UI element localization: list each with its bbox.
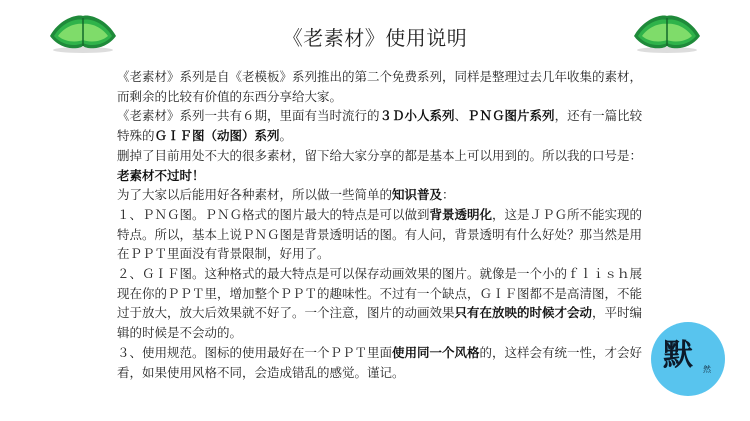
- paragraph-knowledge: [117, 185, 647, 205]
- knowledge-end: ：: [442, 187, 455, 203]
- gif-text: ２、ＧＩＦ图。这种格式的最大特点是可以保存动画效果的图片。就像是一个小的ｆｌｉｓｈ展现在你的ＰＰＴ里，增加整个ＰＰＴ的趣味性。不过有一个缺点，ＧＩＦ图都不是高清图，不能过于放大，放大后效果就不好了。一个注意，图片的动画效果: [117, 266, 643, 321]
- series-end: 。: [279, 128, 293, 144]
- gif-text-2: ，平时编辑的时候是不会动的。: [117, 305, 643, 341]
- series-text-2: ，还有一篇比较特殊的: [117, 108, 643, 144]
- body-text: [117, 67, 647, 382]
- signature-stamp: [651, 322, 725, 396]
- png-bold: 背景透明化: [429, 206, 493, 222]
- png-text: １、ＰＮＧ图。ＰＮＧ格式的图片最大的特点是可以做到: [117, 206, 430, 222]
- png-text-2: ，这是ＪＰＧ所不能实现的特点。所以，基本上说ＰＮＧ图是背景透明话的图。有人问，背景透明有什么好处？那当然是用在ＰＰＴ里面没有背景限制，好用了。: [117, 206, 643, 262]
- paragraph-intro: [117, 67, 647, 106]
- rules-text: ３、使用规范。图标的使用最好在一个ＰＰＴ里面: [117, 344, 393, 360]
- stamp-char-small: 然: [703, 365, 711, 374]
- gif-bold: 只有在放映的时候才会动: [454, 305, 593, 321]
- paragraph-removed: [117, 146, 647, 166]
- series-3d: ３Ｄ小人系列: [379, 108, 455, 124]
- paragraph-gif: [117, 264, 647, 343]
- paragraph-png: [117, 205, 647, 264]
- page-title: 《老素材》使用说明: [282, 26, 468, 50]
- slogan: 老素材不过时！: [117, 167, 205, 183]
- intro-text: 《老素材》系列是自《老模板》系列推出的第二个免费系列，同样是整理过去几年收集的素材，而剩余的比较有价值的东西分享给大家。: [117, 69, 643, 104]
- knowledge-bold: 知识普及: [392, 187, 443, 203]
- stamp-char-big: 默: [663, 338, 693, 373]
- knowledge-text: 为了大家以后能用好各种素材，所以做一些简单的: [117, 187, 393, 203]
- removed-text: 删掉了目前用处不大的很多素材，留下给大家分享的都是基本上可以用到的。所以我的口号是：: [117, 147, 643, 163]
- series-text: 《老素材》系列一共有６期，里面有当时流行的: [117, 108, 380, 124]
- series-gif: ＧＩＦ图（动图）系列: [154, 128, 280, 144]
- series-png: ＰＮＧ图片系列: [467, 108, 555, 124]
- paragraph-rules: [117, 343, 647, 382]
- paragraph-series: [117, 106, 647, 145]
- rules-text-2: 的，这样会有统一性，才会好看，如果使用风格不同，会造成错乱的感觉。谨记。: [117, 344, 643, 380]
- paragraph-slogan: [117, 166, 647, 186]
- rules-bold: 使用同一个风格: [392, 344, 480, 360]
- series-sep: 、: [454, 108, 468, 124]
- leaf-icon-right: [632, 10, 702, 56]
